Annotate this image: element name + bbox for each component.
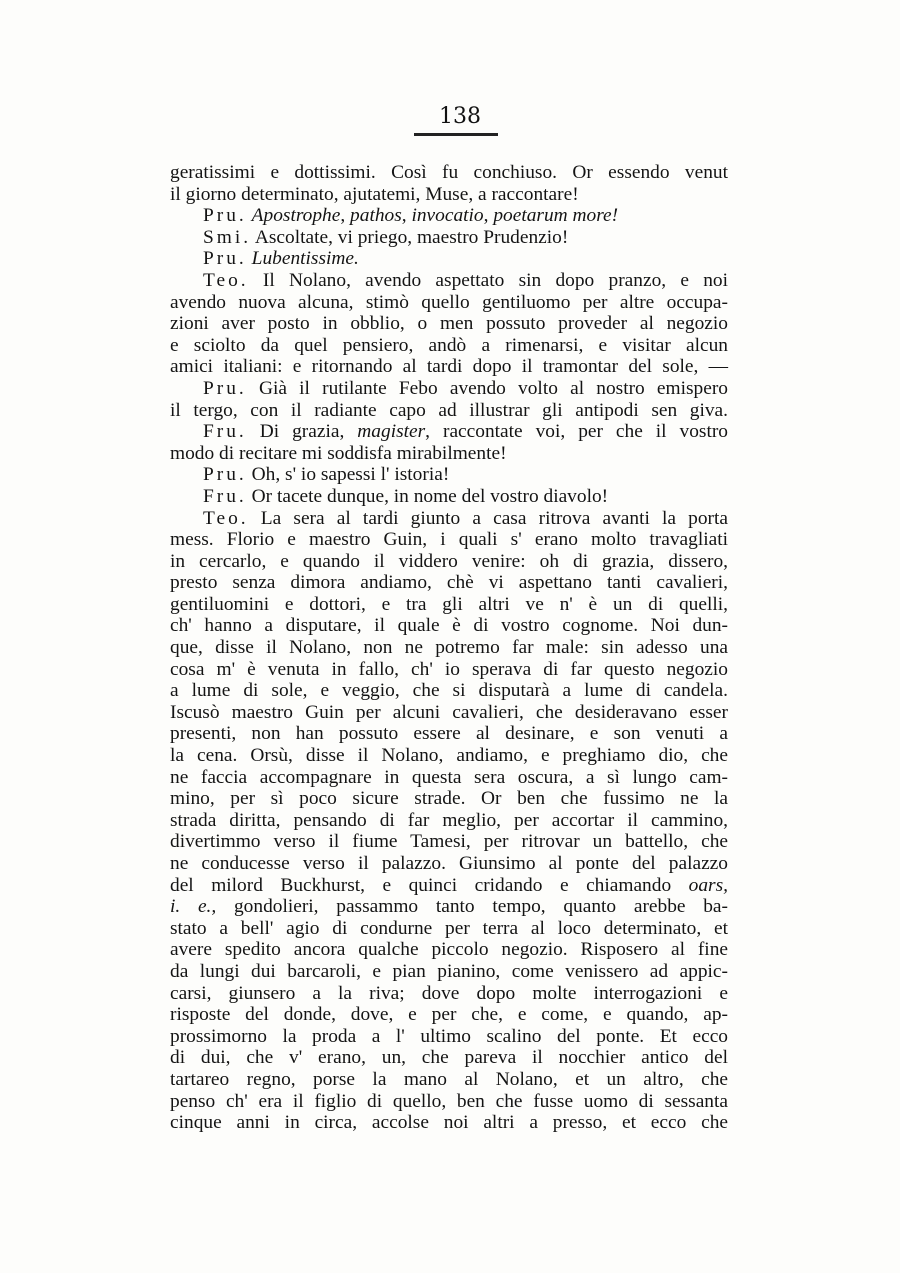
speaker-label: Pru.: [203, 377, 247, 399]
text-span: il giorno determinato, ajutatemi, Muse, a raccontare!: [170, 183, 579, 205]
text-span: gentiluomini e dottori, e tra gli altri ve n' è un di quelli,: [170, 593, 728, 615]
text-line: [170, 205, 728, 227]
text-line: [170, 853, 728, 875]
speaker-label: Pru.: [203, 464, 247, 486]
text-line: [170, 961, 728, 983]
speaker-label: Teo.: [203, 269, 249, 291]
text-line: [170, 788, 728, 810]
text-line: [170, 1004, 728, 1026]
italic-text: magister: [357, 421, 426, 443]
text-span: stato a bell' agio di condurne per terra al loco determinato, et: [170, 917, 728, 939]
text-span: avere spedito ancora qualche piccolo negozio. Risposero al fine: [170, 939, 728, 961]
text-span: Di grazia,: [246, 421, 358, 443]
text-line: [170, 400, 728, 422]
text-line: [170, 1026, 728, 1048]
text-span: cosa m' è venuta in fallo, ch' io sperava di far questo negozio: [170, 658, 728, 680]
text-span: gondolieri, passammo tanto tempo, quanto arebbe ba-: [216, 896, 728, 918]
text-span: modo di recitare mi soddisfa mirabilmente!: [170, 442, 507, 464]
text-span: ch' hanno a disputare, il quale è di vostro cognome. Noi dun-: [170, 615, 728, 637]
text-span: la cena. Orsù, disse il Nolano, andiamo, e preghiamo dio, che: [170, 745, 728, 767]
text-span: carsi, giunsero a la riva; dove dopo molte interrogazioni e: [170, 982, 728, 1004]
text-span: amici italiani: e ritornando al tardi dopo il tramontar del sole, —: [170, 356, 728, 378]
text-line: [170, 896, 728, 918]
text-span: tartareo regno, porse la mano al Nolano, et un altro, che: [170, 1068, 728, 1090]
text-line: [170, 356, 728, 378]
text-line: [170, 767, 728, 789]
text-line: [170, 464, 728, 486]
text-span: ,: [340, 205, 351, 227]
text-line: [170, 637, 728, 659]
text-line: [170, 875, 728, 897]
text-line: [170, 918, 728, 940]
text-line: [170, 810, 728, 832]
text-line: [170, 162, 728, 184]
text-span: divertimmo verso il fiume Tamesi, per ritrovar un battello, che: [170, 831, 728, 853]
speaker-label: Smi.: [203, 226, 252, 248]
text-span: in cercarlo, e quando il viddero venire: oh di grazia, dissero,: [170, 550, 728, 572]
text-line: [170, 508, 728, 530]
text-span: a lume di sole, e veggio, che si disputarà a lume di candela.: [170, 680, 728, 702]
text-span: mino, per sì poco sicure strade. Or ben che fussimo ne la: [170, 788, 728, 810]
text-line: [170, 335, 728, 357]
text-line: [170, 572, 728, 594]
text-line: [170, 1047, 728, 1069]
text-line: [170, 615, 728, 637]
italic-text: oars,: [688, 874, 728, 896]
text-line: [170, 939, 728, 961]
speaker-label: Pru.: [203, 205, 247, 227]
text-span: ne faccia accompagnare in questa sera oscura, a sì lungo cam-: [170, 766, 728, 788]
text-span: di dui, che v' erano, un, che pareva il nocchier antico del: [170, 1047, 728, 1069]
text-span: Ascoltate, vi priego, maestro Prudenzio!: [251, 226, 569, 248]
text-line: [170, 831, 728, 853]
text-line: [170, 270, 728, 292]
body-text: [170, 162, 728, 1134]
italic-text: i. e.,: [170, 896, 217, 918]
text-line: [170, 529, 728, 551]
text-span: Iscusò maestro Guin per alcuni cavalieri, che desideravano esser: [170, 701, 728, 723]
text-span: da lungi dui barcaroli, e pian pianino, come venissero ad appic-: [170, 960, 728, 982]
text-line: [170, 443, 728, 465]
text-line: [170, 659, 728, 681]
text-line: [170, 723, 728, 745]
text-line: [170, 378, 728, 400]
text-span: strada diritta, pensando di far meglio, per accortar il cammino,: [170, 809, 728, 831]
text-line: [170, 248, 728, 270]
text-span: Oh, s' io sapessi l' istoria!: [246, 464, 450, 486]
text-span: prossimorno la proda a l' ultimo scalino del ponte. Et ecco: [170, 1025, 728, 1047]
text-span: presenti, non han possuto essere al desinare, e son venuti a: [170, 723, 728, 745]
text-span: ,: [401, 205, 412, 227]
text-span: del milord Buckhurst, e quinci cridando e chiamando: [170, 874, 689, 896]
italic-text: Lubentissime.: [251, 248, 359, 270]
text-line: [170, 551, 728, 573]
text-line: [170, 983, 728, 1005]
text-span: que, disse il Nolano, non ne potremo far male: sin adesso una: [170, 637, 728, 659]
text-span: Già il rutilante Febo avendo volto al nostro emispero: [246, 377, 728, 399]
text-span: Or tacete dunque, in nome del vostro diavolo!: [246, 485, 609, 507]
text-line: [170, 702, 728, 724]
italic-text: invocatio: [411, 205, 484, 227]
text-line: [170, 292, 728, 314]
text-span: mess. Florio e maestro Guin, i quali s' erano molto travagliati: [170, 529, 728, 551]
text-line: [170, 594, 728, 616]
text-line: [170, 1091, 728, 1113]
text-span: zioni aver posto in obblio, o men possuto proveder al negozio: [170, 313, 728, 335]
text-span: presto senza dimora andiamo, chè vi aspettano tanti cavalieri,: [170, 572, 728, 594]
text-line: [170, 184, 728, 206]
text-span: e sciolto da quel pensiero, andò a rimenarsi, e visitar alcun: [170, 334, 728, 356]
speaker-label: Teo.: [203, 507, 249, 529]
text-span: geratissimi e dottissimi. Così fu conchiuso. Or essendo venut: [170, 162, 728, 183]
text-line: [170, 486, 728, 508]
speaker-label: Fru.: [203, 421, 247, 443]
text-line: [170, 680, 728, 702]
text-line: [170, 227, 728, 249]
text-line: [170, 1112, 728, 1134]
text-line: [170, 1069, 728, 1091]
text-span: Il Nolano, avendo aspettato sin dopo pranzo, e noi: [248, 269, 728, 291]
speaker-label: Fru.: [203, 485, 247, 507]
text-span: ,: [483, 205, 494, 227]
italic-text: pathos: [350, 205, 402, 227]
text-span: penso ch' era il figlio di quello, ben che fusse uomo di sessanta: [170, 1090, 728, 1112]
italic-text: poetarum more!: [493, 205, 619, 227]
text-line: [170, 421, 728, 443]
page-number-rule: [414, 133, 498, 136]
italic-text: Apostrophe: [251, 205, 341, 227]
text-span: il tergo, con il radiante capo ad illustrar gli antipodi sen giva.: [170, 399, 728, 421]
text-span: cinque anni in circa, accolse noi altri a presso, et ecco che: [170, 1112, 728, 1134]
page-number: 138: [439, 104, 481, 129]
speaker-label: Pru.: [203, 248, 247, 270]
text-span: avendo nuova alcuna, stimò quello gentiluomo per altre occupa-: [170, 291, 728, 313]
text-span: , raccontate voi, per che il vostro: [425, 421, 729, 443]
text-span: La sera al tardi giunto a casa ritrova avanti la porta: [248, 507, 728, 529]
text-line: [170, 745, 728, 767]
text-line: [170, 313, 728, 335]
text-span: risposte del donde, dove, e per che, e come, e quando, ap-: [170, 1004, 728, 1026]
text-span: ne conducesse verso il palazzo. Giunsimo al ponte del palazzo: [170, 853, 728, 874]
